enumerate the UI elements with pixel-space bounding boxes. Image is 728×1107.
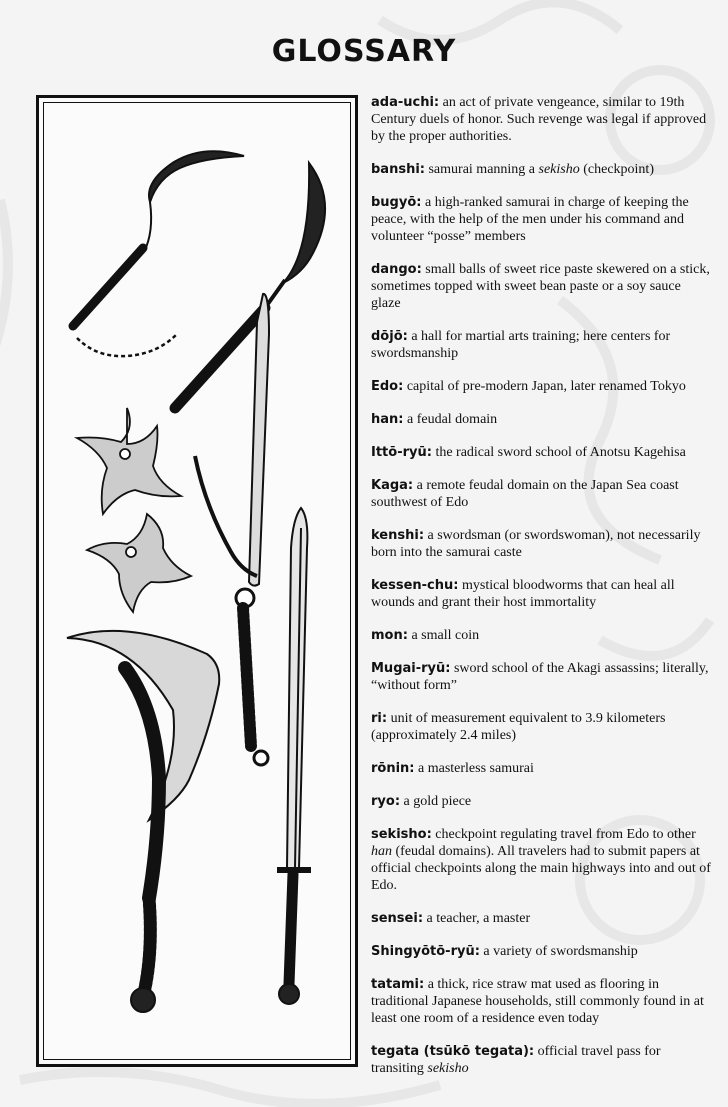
glossary-definition: a hall for martial arts training; here centers for swordsmanship <box>371 329 671 361</box>
illustration-frame <box>36 95 358 1067</box>
glossary-entry <box>371 328 711 362</box>
glossary-definition: a remote feudal domain on the Japan Sea coast southwest of Edo <box>371 478 679 510</box>
glossary-entry <box>371 627 711 644</box>
glossary-definition: capital of pre-modern Japan, later renamed Tokyo <box>406 379 686 394</box>
glossary-definition: a small coin <box>411 628 480 643</box>
glossary-entry <box>371 527 711 561</box>
glossary-entry <box>371 411 711 428</box>
glossary-entry <box>371 378 711 395</box>
glossary-term: Shingyōtō-ryū: <box>371 944 480 959</box>
glossary-entry <box>371 1043 711 1077</box>
glossary-definition: samurai manning a <box>428 162 539 177</box>
glossary-entry <box>371 477 711 511</box>
glossary-entry <box>371 943 711 960</box>
glossary-term: dōjō: <box>371 329 408 344</box>
glossary-term: tatami: <box>371 977 425 992</box>
glossary-term: ryo: <box>371 794 401 809</box>
glossary-term: Mugai-ryū: <box>371 661 451 676</box>
glossary-term: kessen-chu: <box>371 578 459 593</box>
glossary-definition: sword school of the Akagi assassins; literally, “without form” <box>371 661 709 693</box>
glossary-term: dango: <box>371 262 422 277</box>
glossary-entry <box>371 261 711 312</box>
shuriken-icon <box>77 408 191 612</box>
glossary-term: Kaga: <box>371 478 414 493</box>
glossary-entry <box>371 976 711 1027</box>
glossary-definition: a variety of swordsmanship <box>483 944 638 959</box>
glossary-entry <box>371 826 711 894</box>
glossary-definition: a swordsman (or swordswoman), not necessarily born into the samurai caste <box>371 528 701 560</box>
glossary-definition: unit of measurement equivalent to 3.9 kilometers (approximately 2.4 miles) <box>371 711 666 743</box>
glossary-definition-continued: (feudal domains). All travelers had to submit papers at official checkpoints along the main highways into and out of Edo. <box>371 844 711 893</box>
glossary-definition: the radical sword school of Anotsu Kagehisa <box>435 445 686 460</box>
glossary-definition: a thick, rice straw mat used as flooring in traditional Japanese households, still commonly found in at least one room of a residence even today <box>371 977 704 1026</box>
glossary-italic-term: sekisho <box>427 1061 469 1076</box>
glossary-definition: a teacher, a master <box>426 911 531 926</box>
glossary-entry <box>371 760 711 777</box>
glossary-definition: a masterless samurai <box>418 761 534 776</box>
glossary-definition: an act of private vengeance, similar to 19th Century duels of honor. Such revenge was legal if approved by the proper authorities. <box>371 95 707 144</box>
kusarigama-icon <box>73 151 325 408</box>
glossary-term: Edo: <box>371 379 404 394</box>
glossary-definition: a high-ranked samurai in charge of keeping the peace, with the help of the men under his command and volunteer “posse” members <box>371 195 689 244</box>
glossary-term: sensei: <box>371 911 424 926</box>
glossary-italic-term: sekisho <box>538 162 580 177</box>
glossary-term: mon: <box>371 628 408 643</box>
glossary-definition: a gold piece <box>403 794 472 809</box>
glossary-term: ada-uchi: <box>371 95 440 110</box>
glossary-entry <box>371 710 711 744</box>
glossary-term: ri: <box>371 711 388 726</box>
glossary-entry <box>371 577 711 611</box>
glossary-definition-continued: (checkpoint) <box>579 162 654 177</box>
page-title: GLOSSARY <box>271 34 457 69</box>
glossary-entry <box>371 793 711 810</box>
glossary-term: han: <box>371 412 404 427</box>
glossary-definition: mystical bloodworms that can heal all wounds and grant their host immortality <box>371 578 675 610</box>
glossary-term: rōnin: <box>371 761 415 776</box>
glossary-entry <box>371 910 711 927</box>
glossary-definition: a feudal domain <box>406 412 498 427</box>
glossary-term: bugyō: <box>371 195 422 210</box>
weapons-illustration <box>39 98 355 1064</box>
glossary-definition: small balls of sweet rice paste skewered on a stick, sometimes topped with sweet bean paste or a soy sauce glaze <box>371 262 710 311</box>
sword-icon <box>277 508 311 1004</box>
kama-sickle-icon <box>67 631 219 1012</box>
glossary-entry <box>371 660 711 694</box>
glossary-entry <box>371 94 711 145</box>
glossary-entry <box>371 444 711 461</box>
glossary-list <box>371 94 711 1093</box>
glossary-entry <box>371 194 711 245</box>
glossary-italic-term: han <box>371 844 392 859</box>
glossary-term: sekisho: <box>371 827 432 842</box>
glossary-term: Ittō-ryū: <box>371 445 432 460</box>
glossary-definition: checkpoint regulating travel from Edo to other <box>435 827 696 842</box>
glossary-term: kenshi: <box>371 528 425 543</box>
glossary-term: tegata (tsūkō tegata): <box>371 1044 535 1059</box>
glossary-term: banshi: <box>371 162 425 177</box>
glossary-entry <box>371 161 711 178</box>
glossary-definition: official travel pass for transiting <box>371 1044 661 1076</box>
